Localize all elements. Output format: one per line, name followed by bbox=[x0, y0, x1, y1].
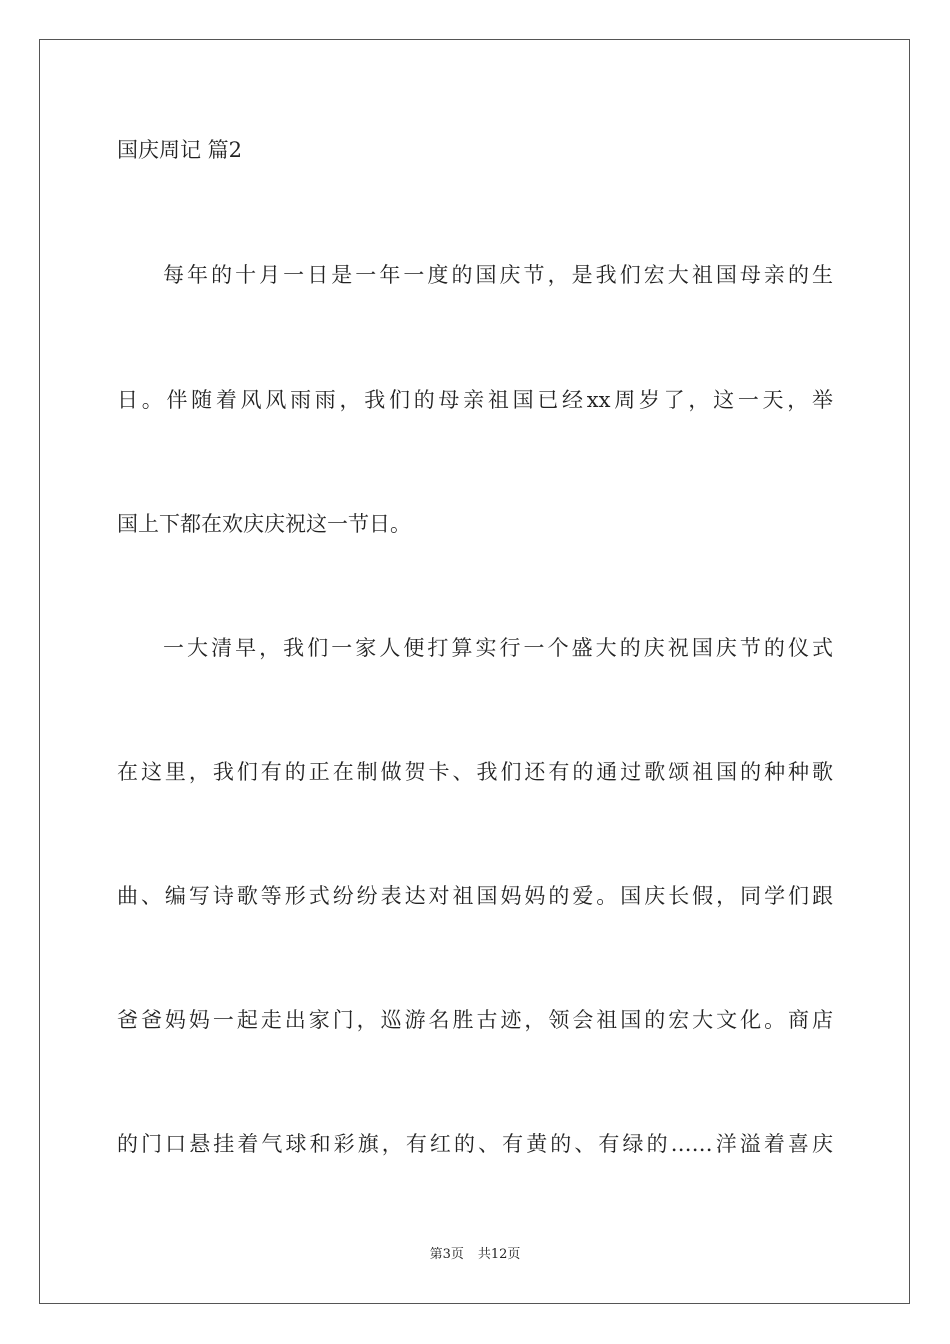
paragraph-line: 爸爸妈妈一起走出家门，巡游名胜古迹，领会祖国的宏大文化。商店 bbox=[117, 1008, 833, 1032]
page-number: 第3页 bbox=[429, 1247, 464, 1262]
paragraph-line: 日。伴随着风风雨雨，我们的母亲祖国已经xx周岁了，这一天，举 bbox=[117, 388, 833, 412]
page-border bbox=[39, 39, 910, 1304]
paragraph-line: 的门口悬挂着气球和彩旗，有红的、有黄的、有绿的……洋溢着喜庆 bbox=[117, 1132, 833, 1156]
paragraph-line: 曲、编写诗歌等形式纷纷表达对祖国妈妈的爱。国庆长假，同学们跟 bbox=[117, 884, 833, 908]
paragraph-line: 在这里，我们有的正在制做贺卡、我们还有的通过歌颂祖国的种种歌 bbox=[117, 760, 833, 784]
page-footer bbox=[0, 1245, 950, 1265]
paragraph-line: 国上下都在欢庆庆祝这一节日。 bbox=[117, 512, 411, 536]
page-total: 共12页 bbox=[477, 1247, 521, 1262]
paragraph-line: 一大清早，我们一家人便打算实行一个盛大的庆祝国庆节的仪式 bbox=[163, 636, 833, 660]
document-title: 国庆周记 篇2 bbox=[117, 138, 243, 162]
paragraph-line: 每年的十月一日是一年一度的国庆节，是我们宏大祖国母亲的生 bbox=[163, 263, 833, 287]
